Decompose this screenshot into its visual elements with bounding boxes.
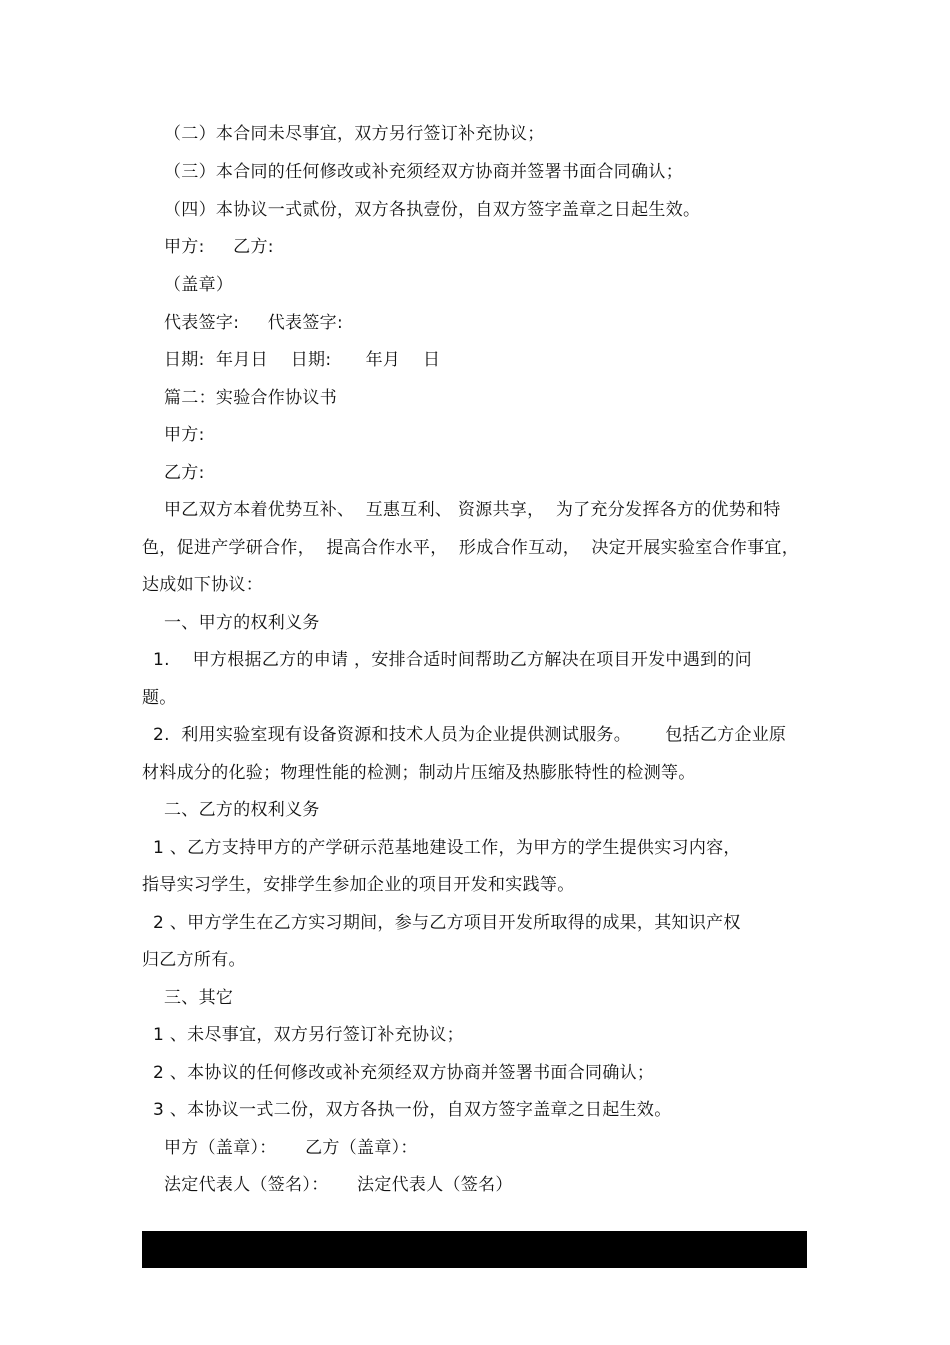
heading-other: 三、其它: [164, 988, 234, 1008]
party-a-item-1-line-1: 1. 甲方根据乙方的申请 ，安排合适时间帮助乙方解决在项目开发中遇到的问: [153, 650, 752, 670]
preamble-line-2: 色，促进产学研合作， 提高合作水平， 形成合作互动， 决定开展实验室合作事宜，: [142, 538, 800, 558]
heading-party-b-rights: 二、乙方的权利义务: [164, 800, 320, 820]
other-item-2: 2 、本协议的任何修改或补充须经双方协商并签署书面合同确认；: [153, 1063, 655, 1083]
other-item-3: 3 、本协议一式二份，双方各执一份，自双方签字盖章之日起生效。: [153, 1100, 672, 1120]
party-b-item-2-line-1: 2 、甲方学生在乙方实习期间，参与乙方项目开发所取得的成果，其知识产权: [153, 913, 741, 933]
party-a-item-2-line-1: 2. 利用实验室现有设备资源和技术人员为企业提供测试服务。 包括乙方企业原: [153, 725, 787, 745]
preamble-line-3: 达成如下协议：: [142, 575, 264, 595]
party-b-item-2-line-2: 归乙方所有。: [142, 950, 246, 970]
party-a-label: 甲方:: [164, 425, 205, 445]
party-b-label: 乙方:: [164, 463, 205, 483]
other-item-1: 1 、未尽事宜，双方另行签订补充协议；: [153, 1025, 464, 1045]
preamble-line-1: 甲乙双方本着优势互补、 互惠互利、 资源共享， 为了充分发挥各方的优势和特: [164, 500, 781, 520]
representative-signature-labels: 代表签字: 代表签字:: [164, 313, 343, 333]
party-labels: 甲方: 乙方:: [164, 237, 274, 257]
heading-party-a-rights: 一、甲方的权利义务: [164, 613, 320, 633]
party-b-item-1-line-1: 1 、乙方支持甲方的产学研示范基地建设工作，为甲方的学生提供实习内容，: [153, 838, 741, 858]
legal-representative-lines: 法定代表人（签名）： 法定代表人（签名）: [164, 1175, 513, 1195]
clause-3: （三）本合同的任何修改或补充须经双方协商并签署书面合同确认；: [164, 162, 683, 182]
section-title: 篇二：实验合作协议书: [164, 388, 337, 408]
seal-label: （盖章）: [164, 275, 234, 295]
party-a-item-2-line-2: 材料成分的化验；物理性能的检测；制动片压缩及热膨胀特性的检测等。: [142, 763, 696, 783]
clause-2: （二）本合同未尽事宜，双方另行签订补充协议；: [164, 124, 545, 144]
party-a-item-1-line-2: 题。: [142, 688, 177, 708]
date-labels: 日期: 年月日 日期: 年月 日: [164, 350, 441, 370]
party-b-item-1-line-2: 指导实习学生，安排学生参加企业的项目开发和实践等。: [142, 875, 575, 895]
footer-bar: [142, 1231, 807, 1268]
clause-4: （四）本协议一式贰份，双方各执壹份，自双方签字盖章之日起生效。: [164, 200, 701, 220]
seal-lines: 甲方（盖章）： 乙方（盖章）：: [164, 1138, 418, 1158]
